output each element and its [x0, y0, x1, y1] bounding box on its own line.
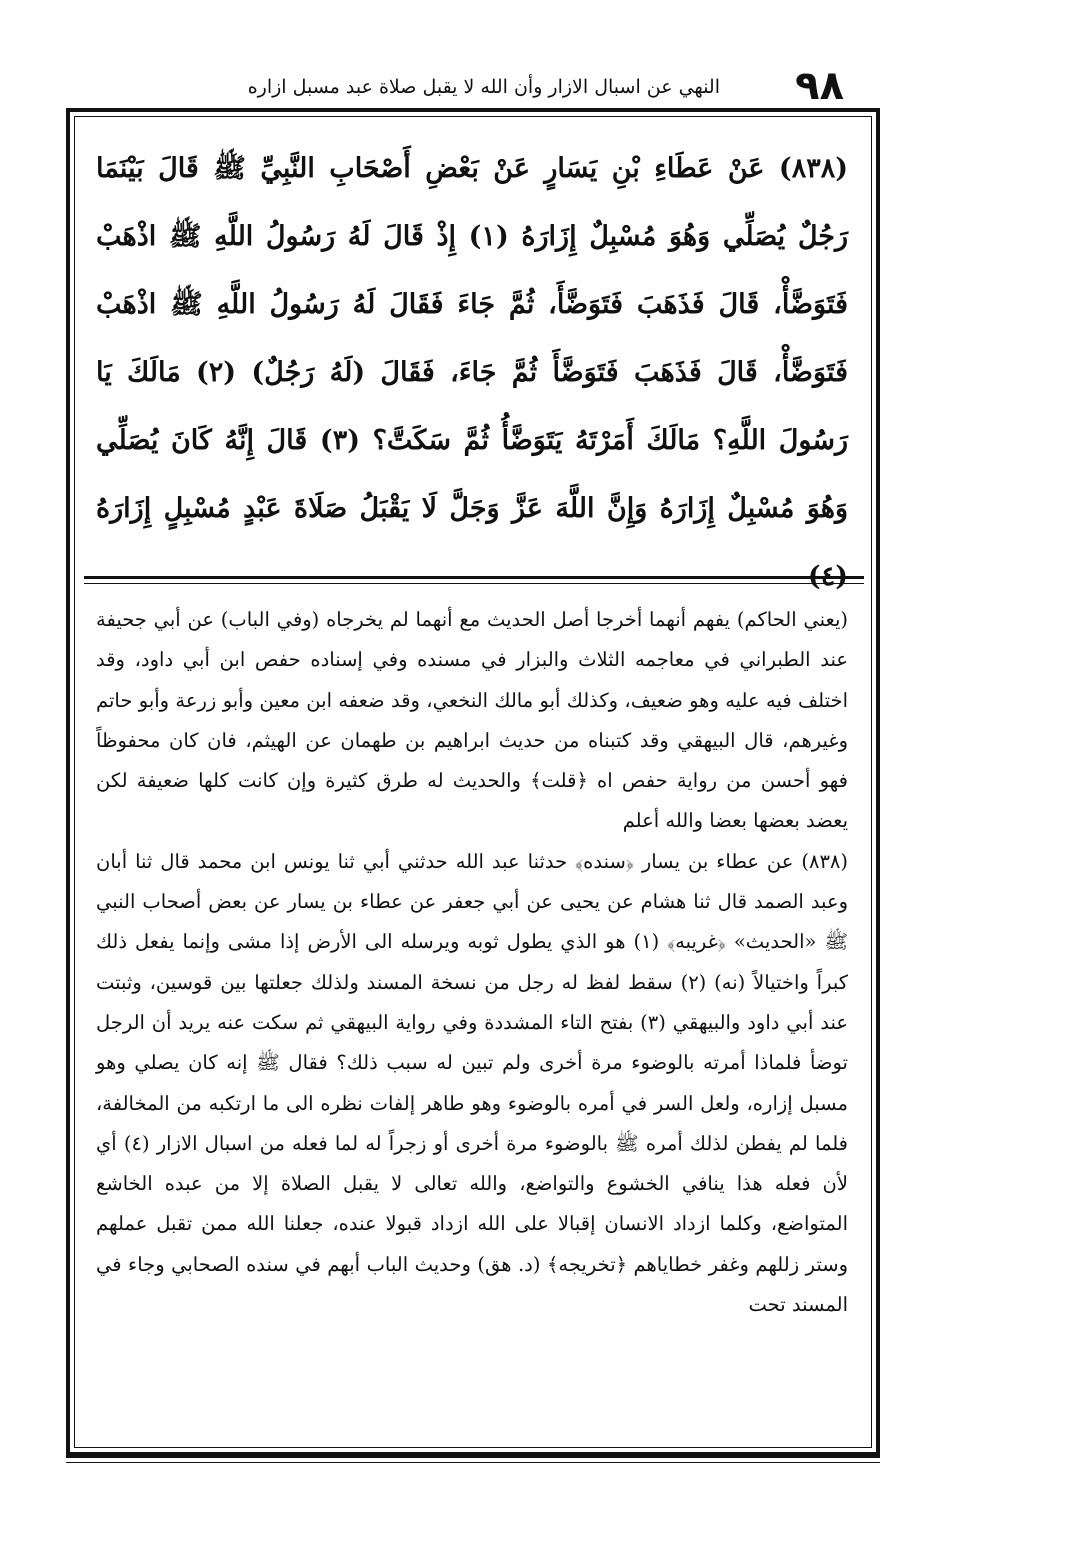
section-divider-thin [84, 583, 864, 584]
commentary [96, 600, 848, 1325]
bottom-rule-thin [66, 1462, 880, 1463]
section-divider [84, 576, 864, 579]
hadith-text: (٨٣٨) عَنْ عَطَاءِ بْنِ يَسَارٍ عَنْ بَعْضِ أَصْحَابِ النَّبِيِّ ﷺ قَالَ بَيْنَمَا رَجُلٌ يُصَلِّي وَهُوَ مُسْبِلٌ إِزَارَهُ (١) إِذْ قَالَ لَهُ رَسُولُ اللَّهِ ﷺ اذْهَبْ فَتَوَضَّأْ، قَالَ فَذَهَبَ فَتَوَضَّأَ، ثُمَّ جَاءَ فَقَالَ لَهُ رَسُولُ اللَّهِ ﷺ اذْهَبْ فَتَوَضَّأْ، قَالَ فَذَهَبَ فَتَوَضَّأَ ثُمَّ جَاءَ، فَقَالَ (لَهُ رَجُلٌ) (٢) مَالَكَ يَا رَسُولَ اللَّهِ؟ مَالَكَ أَمَرْتَهُ يَتَوَضَّأُ ثُمَّ سَكَتَّ؟ (٣) قَالَ إِنَّهُ كَانَ يُصَلِّي وَهُوَ مُسْبِلٌ إِزَارَهُ وَإِنَّ اللَّهَ عَزَّ وَجَلَّ لَا يَقْبَلُ صَلَاةَ عَبْدٍ مُسْبِلٍ إِزَارَهُ (٤) [96, 153, 849, 592]
page-header [150, 62, 850, 112]
page-number: ٩٨ [795, 63, 844, 109]
commentary-paragraph-1: (يعني الحاكم) يفهم أنهما أخرجا أصل الحديث مع أنهما لم يخرجاه (وفي الباب) عن أبي جحيفة عند الطبراني في معاجمه الثلاث والبزار في مسنده وفي إسناده حفص ابن أبي داود، وقد اختلف فيه عليه وهو ضعيف، وكذلك أبو مالك النخعي، وقد ضعفه ابن معين وأبو زرعة وأبو حاتم وغيرهم، قال البيهقي وقد كتبناه من حديث ابراهيم بن طهمان عن الهيثم، فان كان محفوظاً فهو أحسن من رواية حفص اه ﴿قلت﴾ والحديث له طرق كثيرة وإن كانت كلها ضعيفة لكن يعضد بعضها بعضا والله أعلم [96, 608, 848, 833]
bottom-rule [66, 1456, 880, 1458]
commentary-paragraph-2: (٨٣٨) عن عطاء بن يسار ﴿سنده﴾ حدثنا عبد الله حدثني أبي ثنا يونس ابن محمد قال ثنا أبان وعبد الصمد قال ثنا هشام عن يحيى عن أبي جعفر عن عطاء بن يسار عن بعض أصحاب النبي ﷺ «الحديث» ﴿غريبه﴾ (١) هو الذي يطول ثوبه ويرسله الى الأرض إذا مشى وإنما يفعل ذلك كبراً واختيالاً (نه) (٢) سقط لفظ له رجل من نسخة المسند ولذلك جعلتها بين قوسين، وثبتت عند أبي داود والبيهقي (٣) بفتح التاء المشددة وفي رواية البيهقي ثم سكت عنه يريد أن الرجل توضأ فلماذا أمرته بالوضوء مرة أخرى ولم تبين له سبب ذلك؟ فقال ﷺ إنه كان يصلي وهو مسبل إزاره، ولعل السر في أمره بالوضوء وهو طاهر إلفات نظره الى ما ارتكبه من المخالفة، فلما لم يفطن لذلك أمره ﷺ بالوضوء مرة أخرى أو زجراً له لما فعله من اسبال الازار (٤) أي لأن فعله هذا ينافي الخشوع والتواضع، والله تعالى لا يقبل الصلاة إلا من عبده الخاشع المتواضع، وكلما ازداد الانسان إقبالا على الله ازداد قبولا عنده، جعلنا الله ممن تقبل عملهم وستر زللهم وغفر خطاياهم ﴿تخريجه﴾ (د. هق) وحديث الباب أبهم في سنده الصحابي وجاء في المسند تحت [96, 849, 848, 1317]
running-title: النهي عن اسبال الازار وأن الله لا يقبل صلاة عبد مسبل ازاره [247, 76, 720, 98]
